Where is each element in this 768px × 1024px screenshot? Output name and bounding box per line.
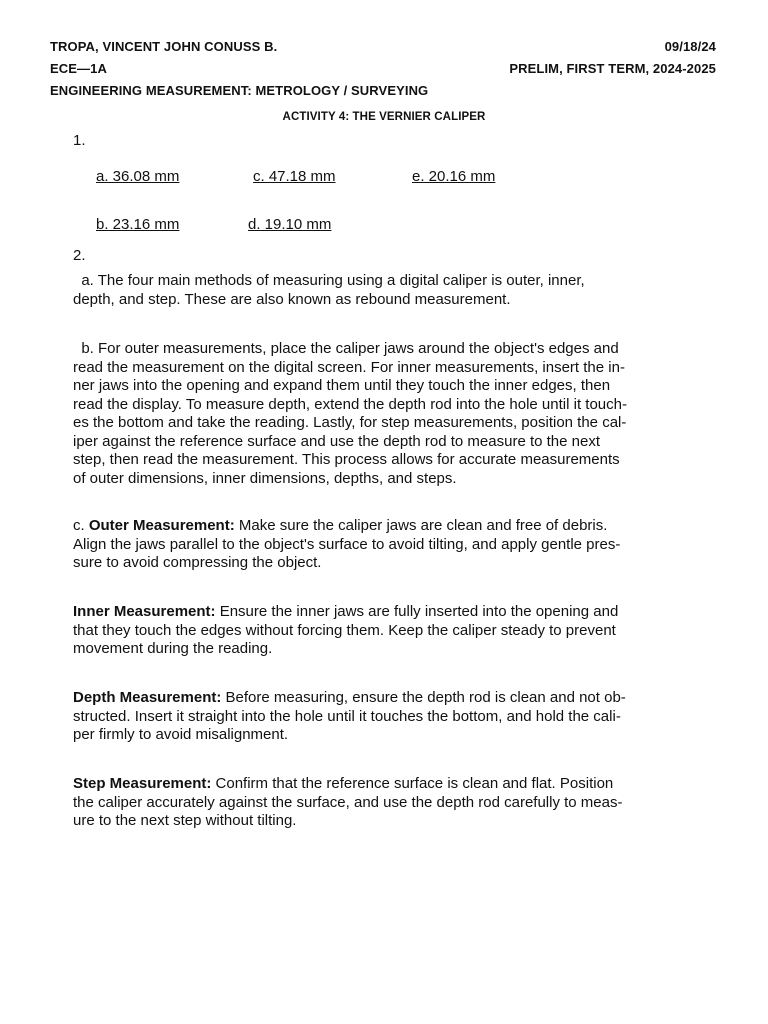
answer-2b-line: es the bottom and take the reading. Lastly, for step measurements, position the cal-	[73, 414, 627, 431]
date: 09/18/24	[664, 39, 716, 54]
question-1-number: 1.	[73, 132, 86, 149]
inner-heading: Inner Measurement:	[73, 603, 216, 620]
answer-1c: c. 47.18 mm	[253, 168, 336, 185]
outer-heading: Outer Measurement:	[88, 517, 235, 534]
answer-2b-line: ner jaws into the opening and expand them until they touch the inner edges, then	[73, 377, 611, 394]
answer-1a: a. 36.08 mm	[96, 168, 180, 185]
answer-2b-line: iper against the reference surface and use the depth rod to measure to the next	[73, 432, 600, 450]
depth-line: structed. Insert it straight into the hole until it touches the bottom, and hold the cali-	[73, 707, 621, 725]
answer-2b-line: read the display. To measure depth, extend the depth rod into the hole until it touch-	[73, 395, 627, 413]
depth-line: per firmly to avoid misalignment.	[73, 726, 289, 743]
item-c-prefix: c.	[73, 517, 89, 534]
inner-line	[73, 603, 723, 622]
depth-text: Before measuring, ensure the depth rod is clean and not ob-	[221, 689, 626, 706]
step-line	[73, 775, 723, 794]
answer-1b: b. 23.16 mm	[96, 216, 180, 233]
student-name: TROPA, VINCENT JOHN CONUSS B.	[50, 39, 278, 54]
answer-2c-depth	[73, 689, 723, 745]
answer-1e: e. 20.16 mm	[412, 168, 496, 185]
depth-line	[73, 689, 723, 708]
section: ECE—1A	[50, 61, 107, 76]
step-line: the caliper accurately against the surface, and use the depth rod carefully to meas-	[73, 793, 623, 811]
term: PRELIM, FIRST TERM, 2024-2025	[509, 61, 716, 76]
answer-2a-line: a. The four main methods of measuring using a digital caliper is outer, inner,	[73, 272, 585, 289]
inner-text: Ensure the inner jaws are fully inserted into the opening and	[215, 603, 619, 620]
answer-2b-line: step, then read the measurement. This process allows for accurate measurements	[73, 451, 620, 468]
answer-2a-line: depth, and step. These are also known as rebound measurement.	[73, 290, 511, 308]
step-text: Confirm that the reference surface is clean and flat. Position	[211, 775, 614, 792]
outer-text: Make sure the caliper jaws are clean and free of debris.	[234, 517, 608, 534]
answer-2c-inner	[73, 603, 723, 659]
answer-1d: d. 19.10 mm	[248, 216, 332, 233]
answer-2b-line: read the measurement on the digital screen. For inner measurements, insert the in-	[73, 358, 625, 376]
course-title: ENGINEERING MEASUREMENT: METROLOGY / SURVEYING	[50, 83, 429, 98]
step-line: ure to the next step without tilting.	[73, 812, 297, 829]
step-heading: Step Measurement:	[73, 775, 212, 792]
answer-2b-line: of outer dimensions, inner dimensions, depths, and steps.	[73, 469, 457, 487]
outer-line	[73, 517, 723, 536]
inner-line: that they touch the edges without forcing them. Keep the caliper steady to prevent	[73, 621, 616, 639]
inner-line: movement during the reading.	[73, 640, 273, 657]
outer-line: Align the jaws parallel to the object's surface to avoid tilting, and apply gentle pres-	[73, 535, 621, 553]
question-2-number: 2.	[73, 247, 86, 264]
answer-2b	[73, 340, 723, 488]
answer-2b-line: b. For outer measurements, place the caliper jaws around the object's edges and	[73, 340, 619, 357]
answer-2a	[73, 272, 723, 309]
answer-2c-outer	[73, 517, 723, 573]
outer-line: sure to avoid compressing the object.	[73, 554, 322, 571]
depth-heading: Depth Measurement:	[73, 689, 222, 706]
activity-title: ACTIVITY 4: THE VERNIER CALIPER	[282, 111, 486, 123]
answer-2c-step	[73, 775, 723, 831]
